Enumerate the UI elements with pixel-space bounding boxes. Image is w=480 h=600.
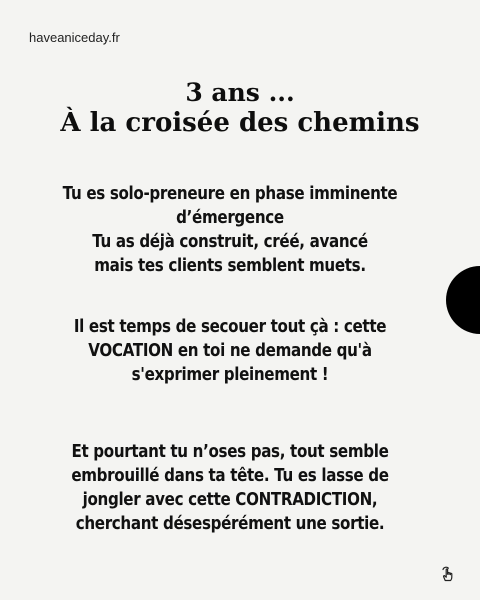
site-url: haveaniceday.fr: [29, 30, 120, 45]
paragraph-line: Il est temps de secouer tout çà : cette: [73, 316, 387, 337]
paragraph-line: jongler avec cette CONTRADICTION,: [82, 489, 378, 510]
paragraph-vocation: [45, 315, 415, 387]
title-line-2: À la croisée des chemins: [60, 108, 420, 138]
paragraph-line: Tu es solo-preneure en phase imminente: [62, 183, 398, 204]
paragraph-line: Tu as déjà construit, créé, avancé: [92, 231, 368, 252]
paragraph-intro: [45, 182, 415, 278]
paragraph-line: VOCATION en toi ne demande qu'à: [88, 340, 372, 361]
paragraph-line: s'exprimer pleinement !: [131, 364, 329, 385]
half-circle-decoration: [446, 266, 480, 334]
paragraph-line: embrouillé dans ta tête. Tu es lasse de: [71, 465, 389, 486]
paragraph-line: d’émergence: [176, 207, 284, 228]
page-title: [0, 78, 480, 138]
tap-hand-icon[interactable]: [440, 565, 458, 583]
paragraph-line: Et pourtant tu n’oses pas, tout semble: [71, 441, 389, 462]
title-line-1: 3 ans ...: [185, 78, 295, 107]
paragraph-contradiction: [45, 440, 415, 536]
paragraph-line: mais tes clients semblent muets.: [94, 255, 366, 276]
paragraph-line: cherchant désespérément une sortie.: [75, 513, 385, 534]
